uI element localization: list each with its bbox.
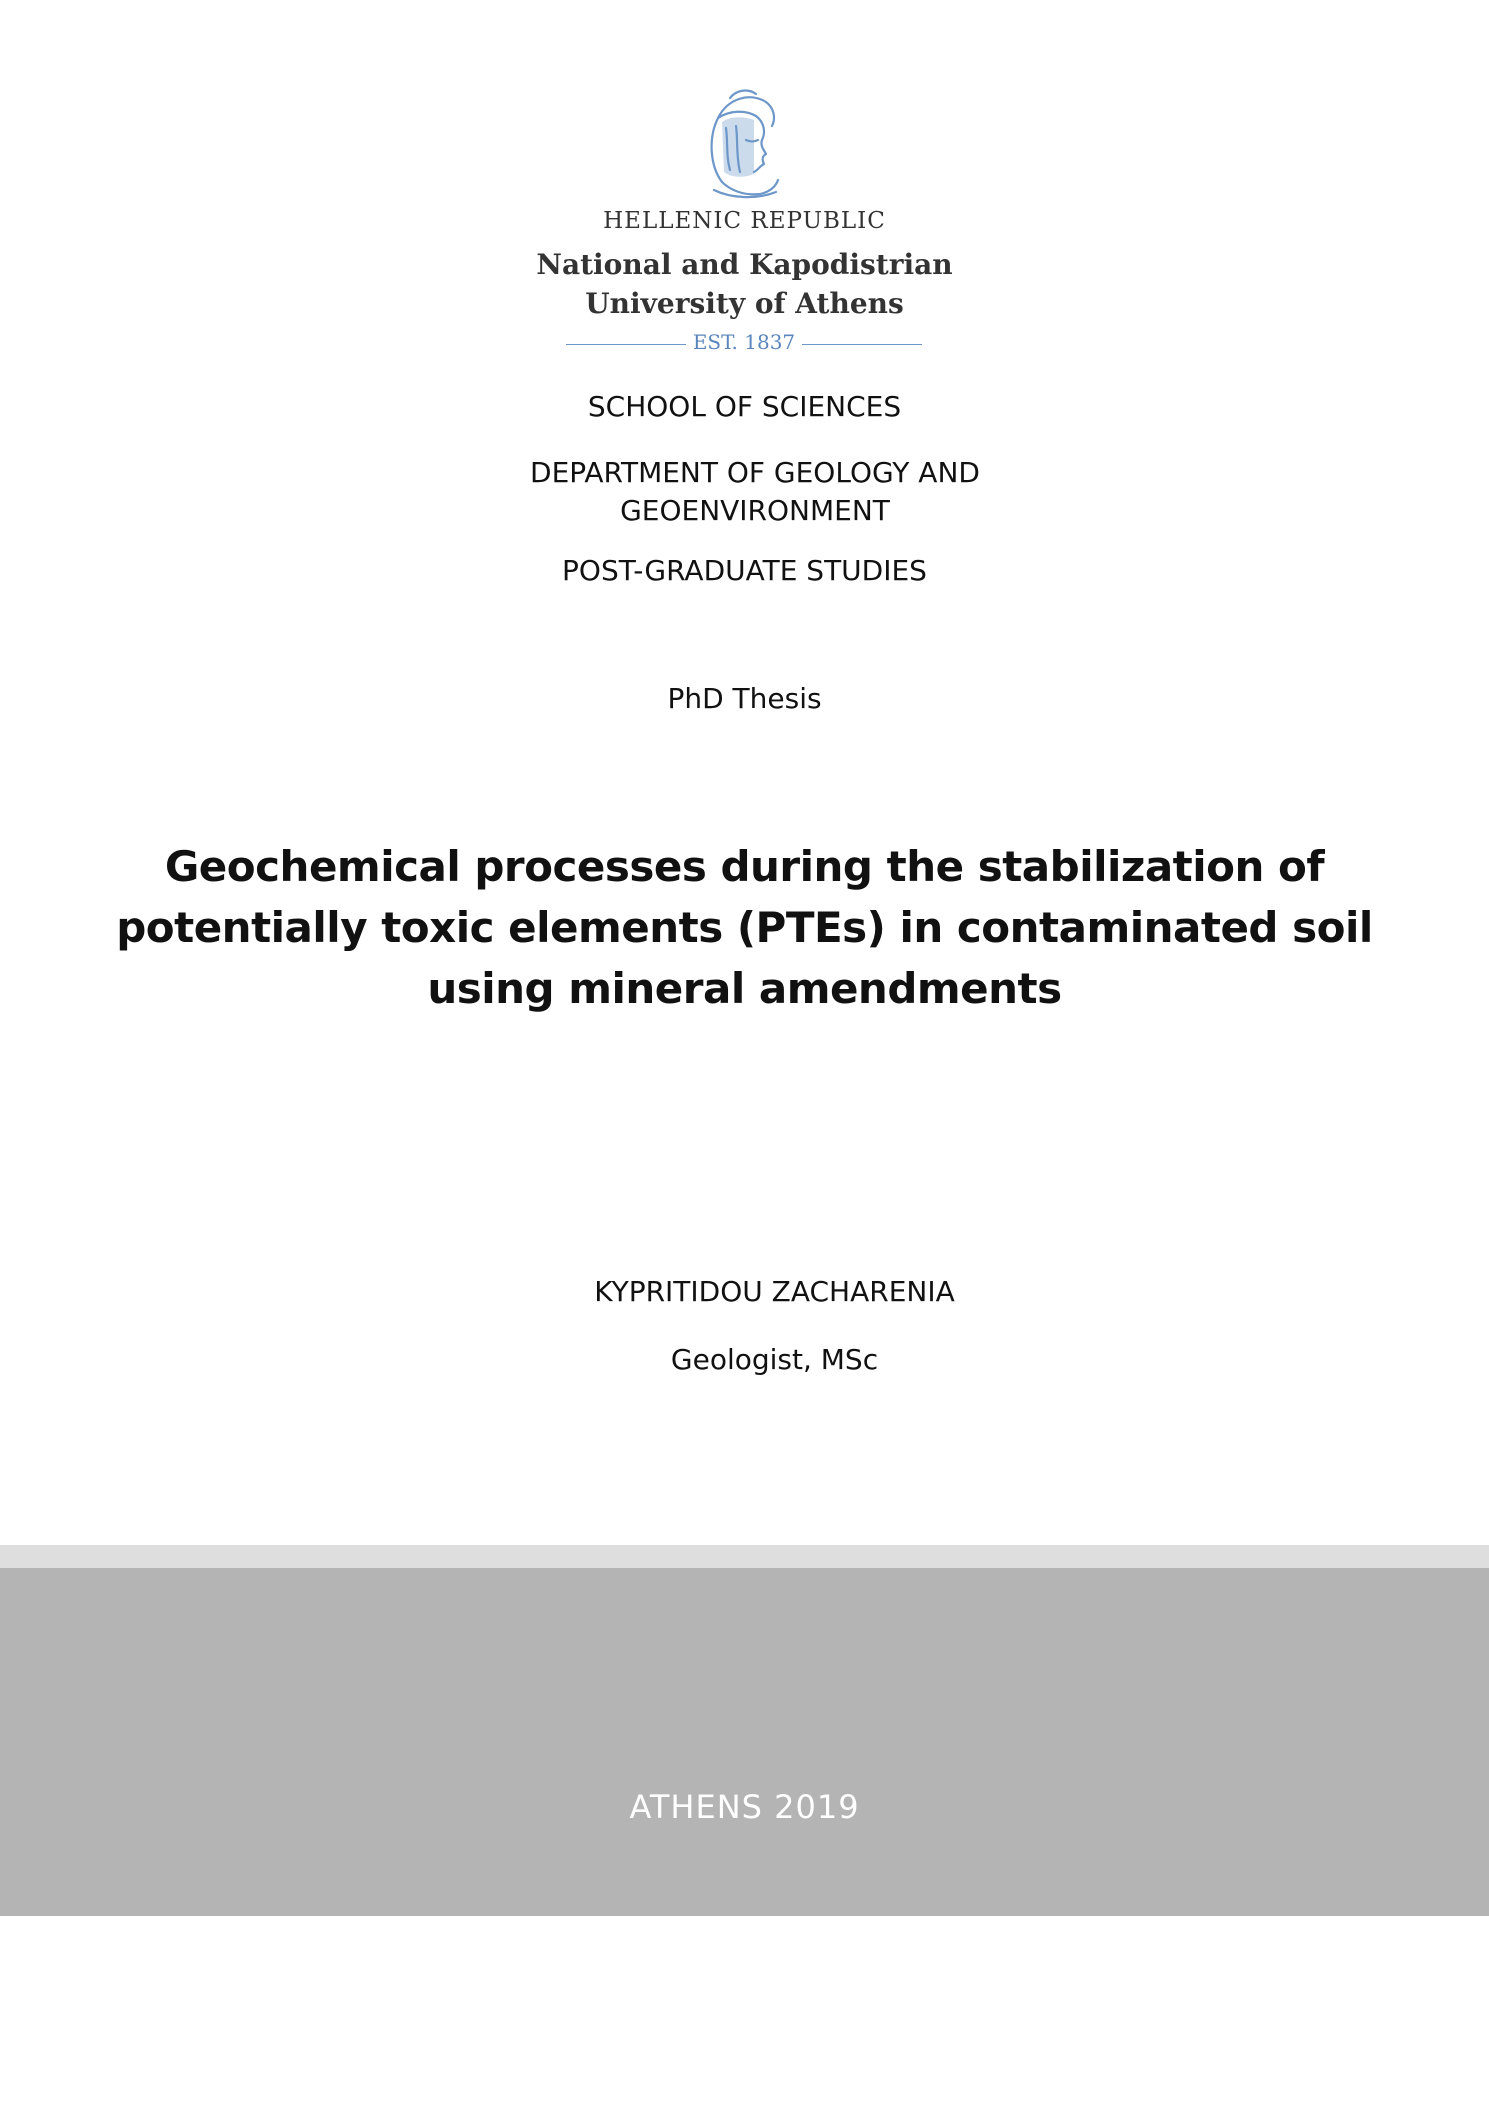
footer-band-top bbox=[0, 1545, 1489, 1568]
place-year: ATHENS 2019 bbox=[629, 1788, 860, 1826]
author-name: KYPRITIDOU ZACHARENIA bbox=[594, 1275, 955, 1308]
divider-left bbox=[566, 344, 686, 345]
document-type: PhD Thesis bbox=[667, 682, 822, 715]
university-name-line1: National and Kapodistrian bbox=[536, 248, 953, 281]
department-name: DEPARTMENT OF GEOLOGY AND GEOENVIRONMENT bbox=[530, 456, 980, 527]
republic-heading: HELLENIC REPUBLIC bbox=[603, 208, 886, 234]
university-logo-athena-icon bbox=[700, 86, 786, 202]
author-degree: Geologist, MSc bbox=[670, 1343, 879, 1376]
established-year: EST. 1837 bbox=[692, 330, 796, 354]
divider-right bbox=[802, 344, 922, 345]
studies-program: POST-GRADUATE STUDIES bbox=[562, 554, 927, 587]
established-row bbox=[566, 330, 922, 360]
thesis-title: Geochemical processes during the stabilization of potentially toxic elements (PTEs) in contaminated soil using mineral amendments bbox=[116, 842, 1373, 1013]
university-name-line2: University of Athens bbox=[585, 287, 904, 320]
school-name: SCHOOL OF SCIENCES bbox=[587, 390, 902, 423]
footer-band bbox=[0, 1568, 1489, 1916]
